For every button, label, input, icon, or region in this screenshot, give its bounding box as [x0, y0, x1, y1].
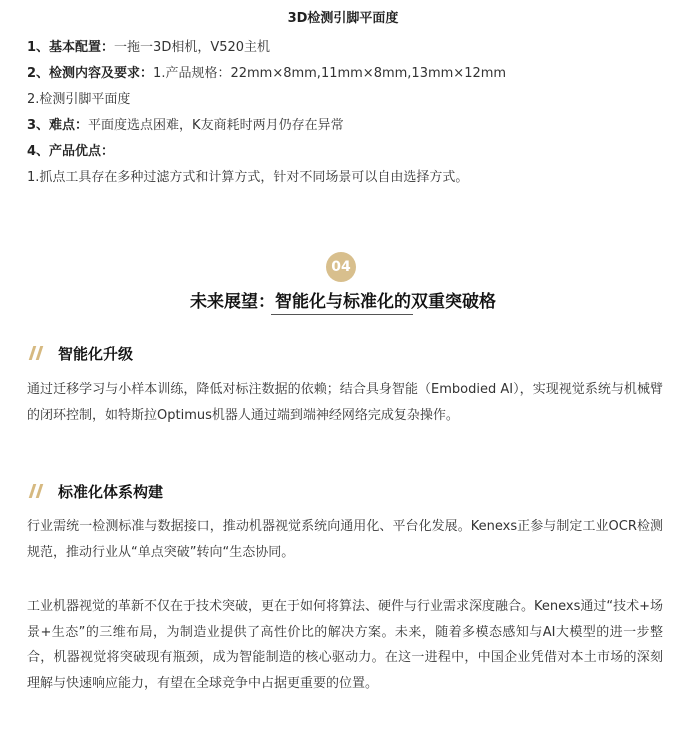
- item-text: 1.抓点工具存在多种过滤方式和计算方式，针对不同场景可以自由选择方式。: [27, 170, 469, 185]
- list-item: [27, 118, 344, 134]
- subsection-heading: [28, 341, 133, 365]
- list-item: [27, 92, 130, 108]
- list-item: [27, 144, 114, 160]
- item-text: 平面度选点困难，K友商耗时两月仍存在异常: [88, 118, 344, 133]
- double-slash-icon: [28, 483, 46, 499]
- item-text: 2.检测引脚平面度: [27, 92, 131, 107]
- subsection-title: 智能化升级: [58, 344, 134, 363]
- item-text: 一拖一3D相机，V520主机: [114, 40, 271, 55]
- item-label: 2、检测内容及要求：: [27, 66, 154, 81]
- subsection-heading: [28, 479, 163, 503]
- section-title-underline: [271, 314, 413, 315]
- subsection-title: 标准化体系构建: [58, 482, 164, 501]
- conclusion-paragraph: 工业机器视觉的革新不仅在于技术突破，更在于如何将算法、硬件与行业需求深度融合。Kenexs通过“技术+场景+生态”的三维布局，为制造业提供了高性价比的解决方案。未来，随着多模态感知与AI大模型的进一步整合，机器视觉将突破现有瓶颈，成为智能制造的核心驱动力。在这一进程中，中国企业凭借对本土市场的深刻理解与快速响应能力，有望在全球竞争中占据更重要的位置。: [27, 599, 663, 691]
- section-title: 未来展望：智能化与标准化的双重突破格: [190, 292, 496, 312]
- double-slash-icon: [28, 345, 46, 361]
- section-number-badge: 04: [326, 252, 356, 282]
- list-item: [27, 66, 506, 82]
- subsection-paragraph: 行业需统一检测标准与数据接口，推动机器视觉系统向通用化、平台化发展。Kenexs正参与制定工业OCR检测规范，推动行业从“单点突破”转向“生态协同。: [27, 519, 663, 560]
- item-label: 1、基本配置：: [27, 40, 115, 55]
- item-text: 1.产品规格：22mm×8mm,11mm×8mm,13mm×12mm: [153, 66, 507, 81]
- list-item: [27, 40, 270, 56]
- subsection-paragraph: 通过迁移学习与小样本训练，降低对标注数据的依赖；结合具身智能（Embodied AI），实现视觉系统与机械臂的闭环控制，如特斯拉Optimus机器人通过端到端神经网络完成复杂操作。: [27, 382, 663, 423]
- page-title: 3D检测引脚平面度: [287, 11, 399, 26]
- item-label: 4、产品优点：: [27, 144, 115, 159]
- item-label: 3、难点：: [27, 118, 89, 133]
- list-item: [27, 170, 468, 186]
